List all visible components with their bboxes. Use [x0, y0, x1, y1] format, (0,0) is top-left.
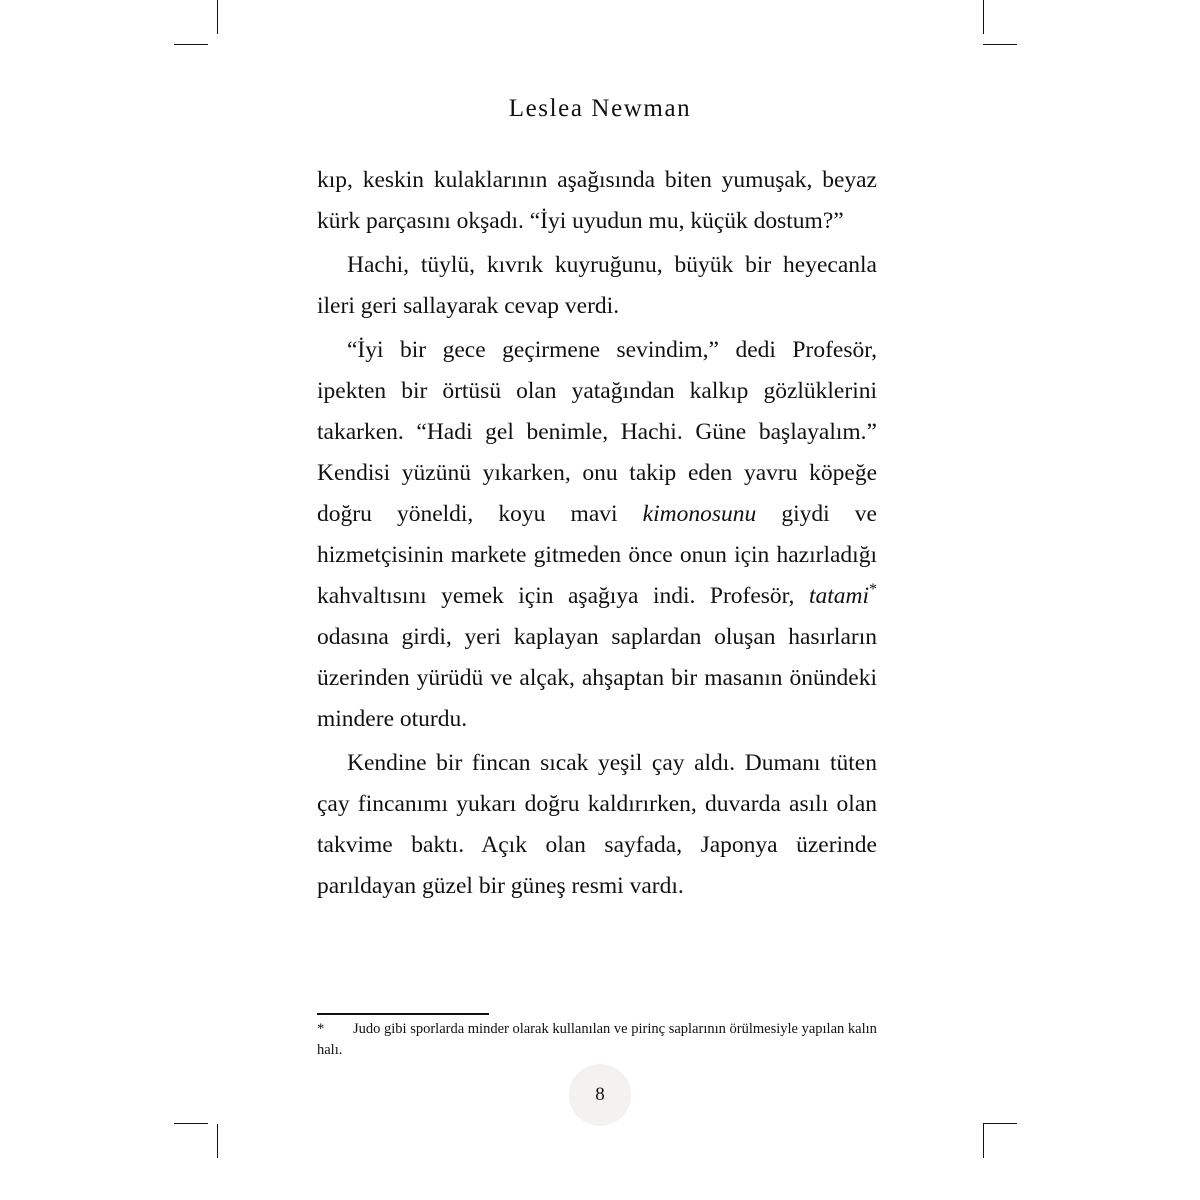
italic-term: tatami — [808, 583, 869, 609]
text-run: kıp, keskin kulaklarının aşağısında biten yumuşak, beyaz kürk parçasını okşadı. “İyi uyudun mu, küçük dostum?” — [317, 167, 877, 234]
footnote-reference-mark: * — [869, 581, 877, 599]
footnote — [317, 1019, 883, 1061]
italic-term: kimonosunu — [642, 501, 757, 527]
text-run: odasına girdi, yeri kaplayan saplardan oluşan hasırların üzerinden yürüdü ve alçak, ahşaptan bir masanın önündeki mindere oturdu. — [317, 624, 877, 732]
text-run: giydi ve hizmetçisinin markete gitmeden önce onun için hazırladığı kahvaltısını yemek için aşağıya indi. Profesör, — [317, 501, 877, 609]
running-head-author: Leslea Newman — [508, 95, 692, 122]
footnote-marker: * — [317, 1021, 325, 1037]
text-run: Kendine bir fincan sıcak yeşil çay aldı. Dumanı tüten çay fincanımı yukarı doğru kaldırırken, duvarda asılı olan takvime baktı. Açık olan sayfada, Japonya üzerinde parıldayan güzel bir güneş resmi vardı. — [317, 750, 877, 899]
paragraph — [317, 743, 877, 907]
footnote-separator-rule — [317, 1013, 489, 1015]
text-run: “İyi bir gece geçirmene sevindim,” dedi Profesör, ipekten bir örtüsü olan yatağından kalkıp gözlüklerini takarken. “Hadi gel benimle, Hachi. Güne başlayalım.” Kendisi yüzünü yıkarken, onu takip eden yavru köpeğe doğru yöneldi, koyu mavi — [317, 337, 877, 527]
body-text — [317, 160, 877, 910]
paragraph — [317, 160, 877, 242]
page-number: 8 — [595, 1084, 605, 1105]
text-run: Hachi, tüylü, kıvrık kuyruğunu, büyük bir heyecanla ileri geri sallayarak cevap verdi. — [317, 252, 877, 319]
footnote-text: Judo gibi sporlarda minder olarak kullanılan ve pirinç saplarının örülmesiyle yapılan kalın halı. — [317, 1021, 877, 1058]
paragraph — [317, 245, 877, 327]
paragraph — [317, 330, 877, 740]
